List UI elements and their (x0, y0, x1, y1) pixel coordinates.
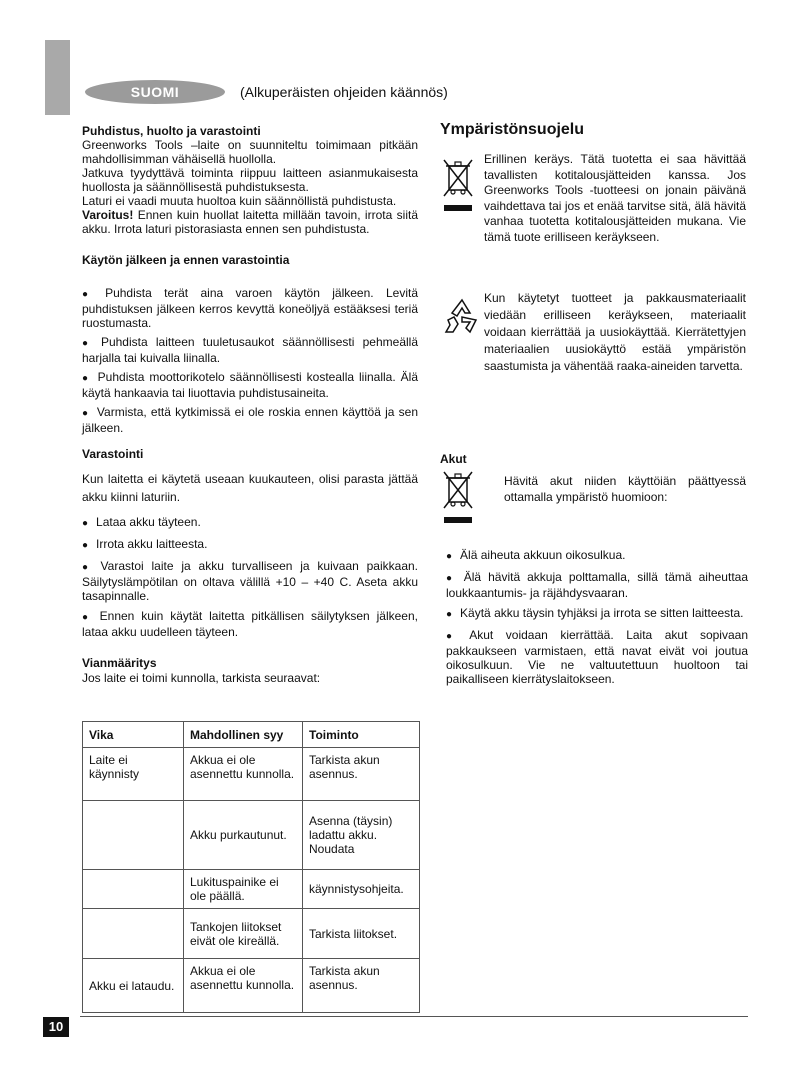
battery-list (446, 548, 748, 686)
troubleshooting-table (82, 721, 420, 1013)
after-use-list (82, 286, 418, 435)
table-cell: Akkua ei ole asennettu kunnolla. (184, 748, 303, 801)
table-cell (83, 909, 184, 959)
table-row (83, 801, 420, 870)
table-cell: Tarkista akun asennus. (303, 748, 420, 801)
table-cell: käynnistysohjeita. (303, 870, 420, 909)
weee-bin-icon (440, 158, 476, 214)
table-cell: Tarkista akun asennus. (303, 959, 420, 1013)
weee-text: Erillinen keräys. Tätä tuotetta ei saa hävittää tavallisten kotitalousjätteiden kanssa. Jos Greenworks Tools -tuotteesi on jonain päivänä vaihdettava tai jos et enää tarvitse sitä, älä hävitä vanhaa tuotetta kotitalousjätteiden mukana. Vie tämä tuote erilliseen keräykseen. (484, 152, 746, 244)
table-row (83, 959, 420, 1013)
table-cell: Tankojen liitokset eivät ole kireällä. (184, 909, 303, 959)
list-item: ● Älä aiheuta akkuun oikosulkua. (446, 548, 748, 564)
page-number: 10 (43, 1017, 69, 1037)
side-tab-marker (45, 40, 70, 115)
recycle-icon (442, 296, 482, 336)
cleaning-line: Greenworks Tools –laite on suunniteltu toimimaan pitkään mahdollisimman vähäisellä huollolla. (82, 138, 418, 166)
table-cell: Laite ei käynnisty (83, 748, 184, 801)
after-use-title: Käytön jälkeen ja ennen varastointia (82, 253, 290, 267)
cleaning-warning (82, 208, 418, 236)
list-item: ● Irrota akku laitteesta. (82, 537, 418, 553)
warning-text: Ennen kuin huollat laitetta millään tavoin, irrota siitä akku. Irrota laturi pistorasiasta ennen sen puhdistusta. (82, 208, 418, 236)
list-item: ● Varmista, että kytkimissä ei ole roskia ennen käyttöä ja sen jälkeen. (82, 405, 418, 435)
table-cell: Asenna (täysin) ladattu akku. Noudata (303, 801, 420, 870)
table-header-row (83, 722, 420, 748)
table-cell (83, 801, 184, 870)
table-cell: Akku ei lataudu. (83, 959, 184, 1013)
cleaning-title: Puhdistus, huolto ja varastointi (82, 124, 261, 138)
table-cell: Lukituspainike ei ole päällä. (184, 870, 303, 909)
table-row (83, 870, 420, 909)
list-item: ● Käytä akku täysin tyhjäksi ja irrota se sitten laitteesta. (446, 606, 748, 622)
list-item: ● Varastoi laite ja akku turvalliseen ja kuivaan paikkaan. Säilytyslämpötilan on oltava välillä +10 – +40 C. Aseta akku tasapinnalle. (82, 559, 418, 603)
cleaning-line: Jatkuva tyydyttävä toiminta riippuu laitteen asianmukaisesta huollosta ja säännöllisestä puhdistuksesta. (82, 166, 418, 194)
table-header: Vika (83, 722, 184, 748)
table-cell (83, 870, 184, 909)
list-item: ● Ennen kuin käytät laitetta pitkällisen säilytyksen jälkeen, lataa akku uudelleen täyteen. (82, 609, 418, 639)
table-cell: Akku purkautunut. (184, 801, 303, 870)
diagnosis-title: Vianmääritys (82, 656, 157, 670)
language-badge: SUOMI (85, 80, 225, 104)
table-row (83, 748, 420, 801)
warning-label: Varoitus! (82, 208, 134, 222)
battery-intro: Hävitä akut niiden käyttöiän päättyessä ottamalla ympäristö huomioon: (504, 474, 746, 504)
footer-rule (80, 1016, 748, 1017)
list-item: ● Puhdista terät aina varoen käytön jälkeen. Levitä puhdistuksen jälkeen kerros kevyttä koneöljyä estääksesi teriä ruostumasta. (82, 286, 418, 330)
cleaning-section (82, 124, 418, 236)
environment-title: Ympäristönsuojelu (440, 121, 585, 138)
storage-intro: Kun laitetta ei käytetä useaan kuukauteen, olisi parasta jättää akku kiinni laturiin. (82, 472, 418, 504)
weee-bin-icon (440, 470, 476, 526)
cleaning-line: Laturi ei vaadi muuta huoltoa kuin säännöllistä puhdistusta. (82, 194, 397, 208)
list-item: ● Akut voidaan kierrättää. Laita akut sopivaan pakkaukseen varmistaen, että navat eivät voi joutua oikosulkuun. Vie ne valtuutettuun huoltoon tai paikalliseen kierrätyslaitokseen. (446, 628, 748, 686)
list-item: ● Puhdista moottorikotelo säännöllisesti kostealla liinalla. Älä käytä hankaavia tai liuottavia puhdistusaineita. (82, 370, 418, 400)
table-cell: Tarkista liitokset. (303, 909, 420, 959)
translation-note: (Alkuperäisten ohjeiden käännös) (240, 84, 448, 100)
storage-title: Varastointi (82, 447, 144, 461)
table-header: Mahdollinen syy (184, 722, 303, 748)
table-row (83, 909, 420, 959)
storage-list (82, 515, 418, 639)
list-item: ● Älä hävitä akkuja polttamalla, sillä tämä aiheuttaa loukkaantumis- ja räjähdysvaaran. (446, 570, 748, 600)
table-cell: Akkua ei ole asennettu kunnolla. (184, 959, 303, 1013)
diagnosis-intro: Jos laite ei toimi kunnolla, tarkista seuraavat: (82, 671, 321, 685)
battery-title: Akut (440, 452, 467, 466)
recycle-text: Kun käytetyt tuotteet ja pakkausmateriaalit viedään erilliseen keräykseen, materiaalit voidaan kierrättää ja uusiokäyttää. Kierrätettyjen materiaalien uusiokäyttö estää ympäristön saastumista ja vähentää raaka-aineiden tarvetta. (484, 291, 746, 373)
table-header: Toiminto (303, 722, 420, 748)
list-item: ● Puhdista laitteen tuuletusaukot säännöllisesti pehmeällä harjalla tai kuivalla liinalla. (82, 335, 418, 365)
list-item: ● Lataa akku täyteen. (82, 515, 418, 531)
